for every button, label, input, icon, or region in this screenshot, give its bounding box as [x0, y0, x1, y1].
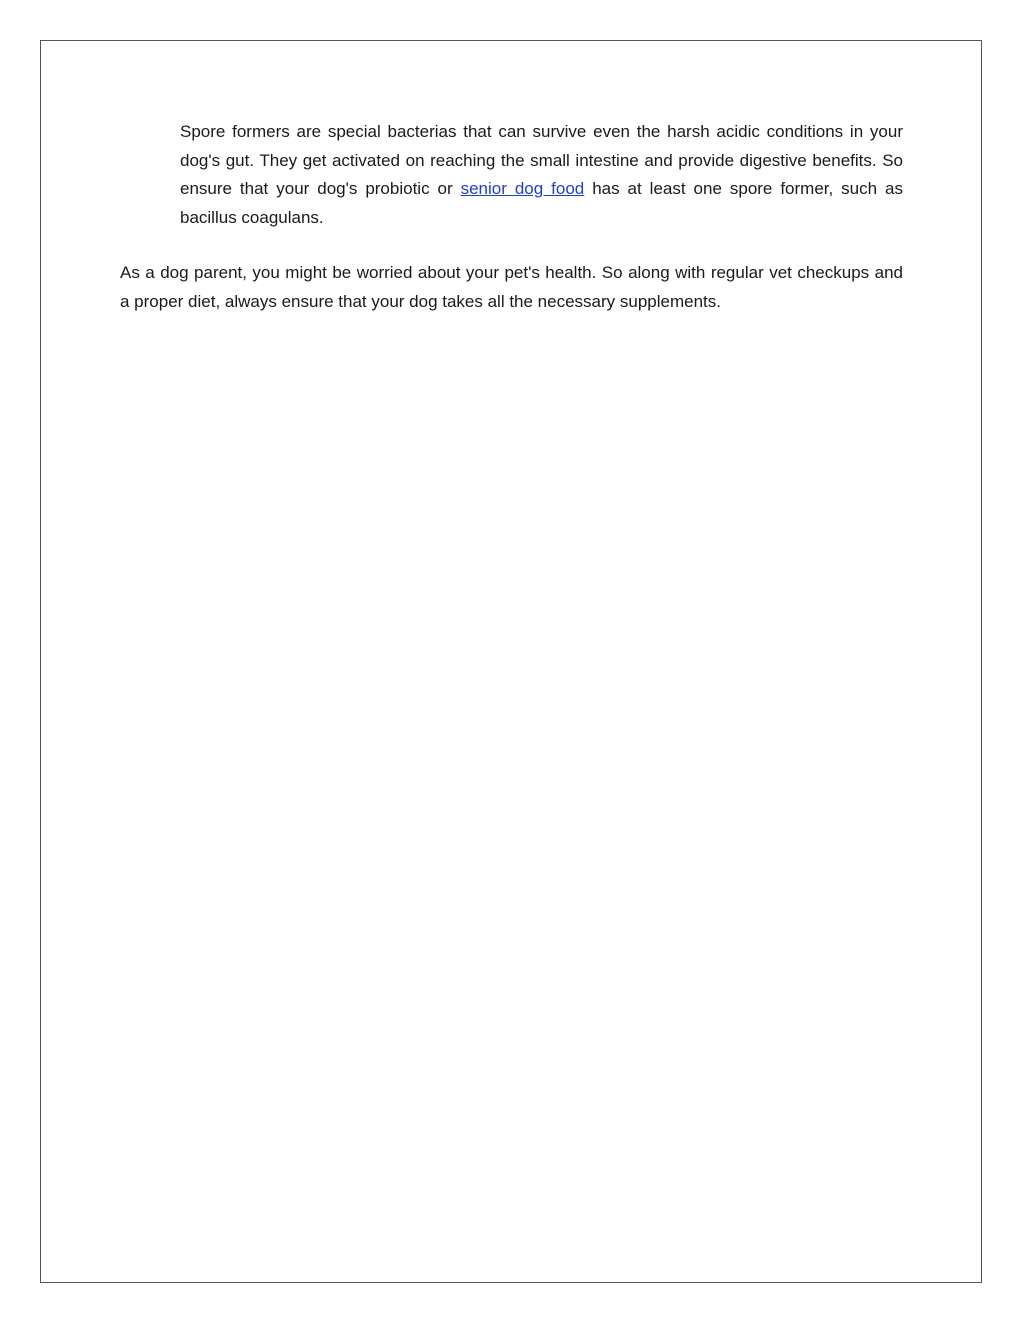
paragraph-text-after-link: has at least one spore former, such as bacillus coagulans. — [180, 179, 903, 227]
paragraph-text-before-link: Spore formers are special bacterias that can survive even the harsh acidic conditions in your dog's gut. They get activated on reaching the small intestine and provide digestive benefits. So ensure that your dog's probiotic or — [180, 122, 903, 198]
senior-dog-food-link[interactable]: senior dog food — [460, 179, 585, 198]
dog-parent-paragraph: As a dog parent, you might be worried about your pet's health. So along with regular vet checkups and a proper diet, always ensure that your dog takes all the necessary supplements. — [120, 263, 903, 311]
spore-formers-paragraph — [180, 118, 903, 232]
